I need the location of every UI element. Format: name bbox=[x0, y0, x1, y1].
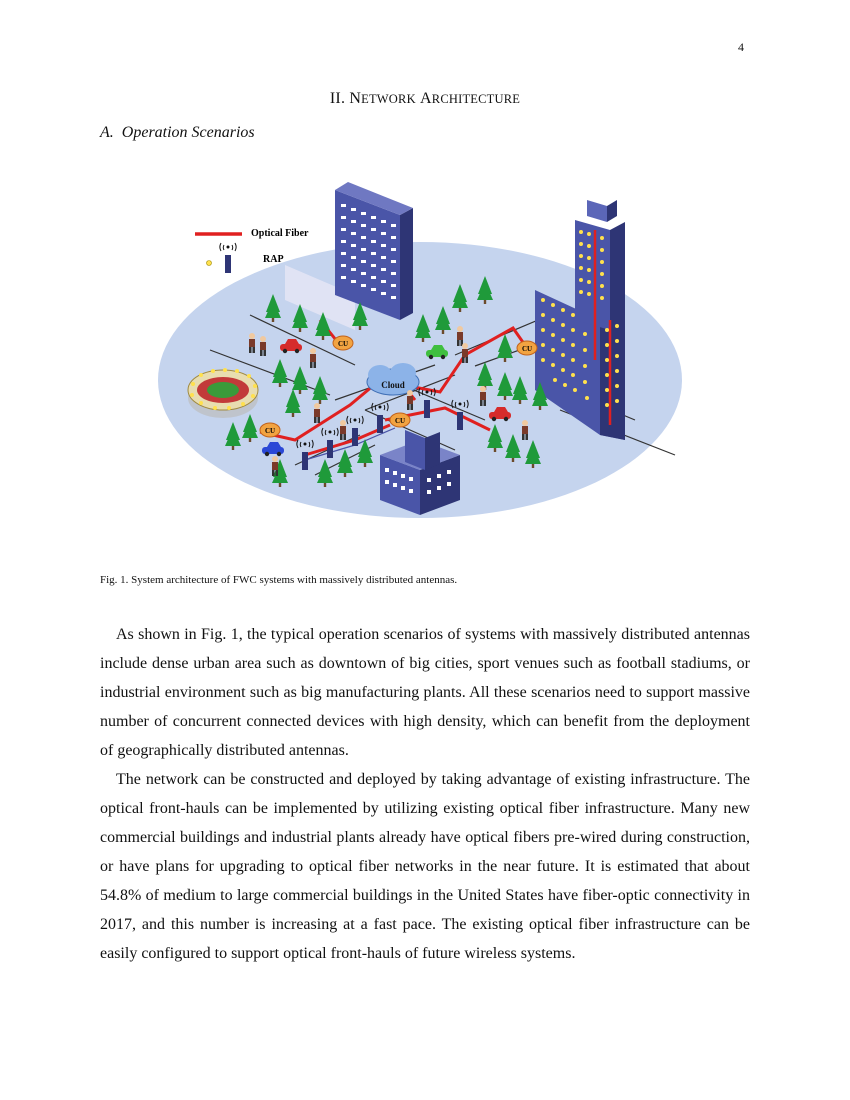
legend-rap-dot bbox=[207, 261, 212, 266]
legend-rap-label: RAP bbox=[263, 254, 284, 265]
figure-caption: Fig. 1. System architecture of FWC systems with massively distributed antennas. bbox=[100, 574, 458, 586]
subsection-name: Operation Scenarios bbox=[121, 124, 255, 141]
cu-label-3: CU bbox=[264, 427, 276, 435]
paragraph-1: As shown in Fig. 1, the typical operation scenarios of systems with massively distributed antennas include dense urban area such as downtown of big cities, sport venues such as football stadiums, or industrial environment such as big manufacturing plants. All these scenarios need to support massive number of concurrent connected devices with high density, which can benefit from the deployment of geographically distributed antennas. bbox=[100, 626, 750, 759]
legend-fiber-label: Optical Fiber bbox=[251, 228, 309, 239]
section-title-rest-1: ETWORK bbox=[361, 92, 416, 106]
figure-network-architecture bbox=[155, 170, 695, 540]
office-building-left bbox=[285, 182, 413, 330]
body-text bbox=[100, 620, 750, 968]
subsection-label: A. bbox=[100, 124, 114, 141]
paragraph-2: The network can be constructed and deployed by taking advantage of existing infrastructure. The optical front-hauls can be implemented by utilizing existing optical fiber infrastructure. Many new commercial buildings and industrial plants already have optical fibers pre-wired during construction, or have plans for upgrading to optical fiber networks in the near future. It is estimated that about 54.8% of medium to large commercial buildings in the United States have fiber-optic connectivity in 2017, and this number is increasing at a fast pace. The existing optical fiber infrastructure can be easily configured to support optical front-hauls of future wireless systems. bbox=[100, 771, 750, 962]
cloud-label: Cloud bbox=[381, 380, 405, 390]
cu-label-1: CU bbox=[337, 340, 349, 348]
page-number: 4 bbox=[738, 40, 744, 54]
section-title-rest-2: RCHITECTURE bbox=[431, 92, 521, 106]
stadium bbox=[188, 368, 258, 418]
section-title bbox=[0, 90, 850, 108]
section-title-n: N bbox=[349, 90, 362, 107]
section-number: II. bbox=[329, 90, 346, 107]
cu-label-4: CU bbox=[394, 417, 406, 425]
cu-label-2: CU bbox=[521, 345, 533, 353]
cloud bbox=[367, 363, 419, 395]
subsection-title bbox=[100, 124, 255, 142]
figure-illustration bbox=[155, 170, 695, 540]
legend-rap-icon bbox=[220, 243, 236, 273]
section-title-a: A bbox=[420, 90, 432, 107]
